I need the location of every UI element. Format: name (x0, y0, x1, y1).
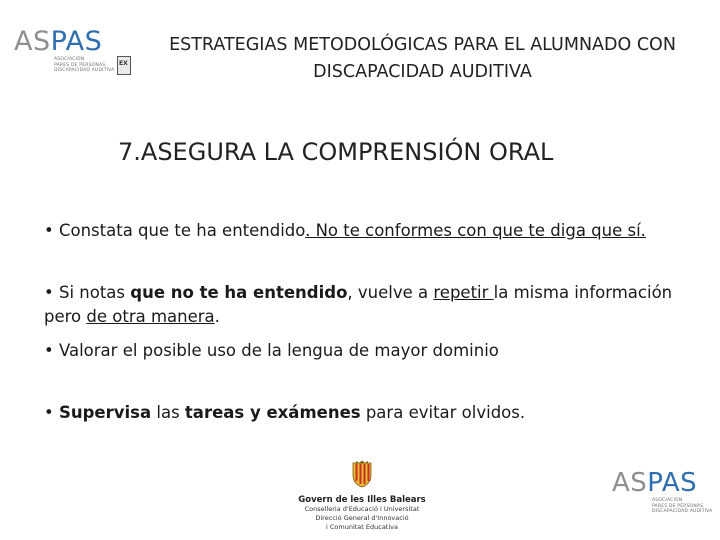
coat-of-arms-icon (350, 460, 374, 488)
govern-department-line: i Comunitat Educativa (325, 523, 398, 531)
section-heading: 7.ASEGURA LA COMPRENSIÓN ORAL (118, 138, 554, 166)
govern-illes-balears-logo (296, 460, 428, 540)
aspas-logo-wordmark: ASPAS (14, 26, 103, 57)
bullet-item-confirm-understanding: • Constata que te ha entendido. No te conformes con que te diga que sí. (44, 221, 646, 240)
certification-badge-icon (117, 56, 131, 75)
bullet-item-supervise-tasks: • Supervisa las tareas y exámenes para evitar olvidos. (44, 403, 526, 422)
header-title-line-1: ESTRATEGIAS METODOLÓGICAS PARA EL ALUMNADO CON (169, 35, 676, 55)
aspas-subtitle-line: DISCAPACIDAD AUDITIVA (652, 509, 713, 514)
bullet-item-dominant-language: • Valorar el posible uso de la lengua de mayor dominio (44, 341, 499, 360)
aspas-subtitle-line: PARES DE PERSONAS (54, 62, 106, 68)
aspas-subtitle-line: ASOCIACIÓN (54, 57, 85, 62)
govern-department-line: Conselleria d'Educació i Universitat (304, 505, 420, 513)
page-header-title (135, 32, 710, 86)
aspas-logo-top (14, 28, 134, 84)
aspas-logo-wordmark: ASPAS (612, 468, 698, 498)
aspas-logo-bottom (612, 470, 712, 520)
header-title-line-2: DISCAPACIDAD AUDITIVA (313, 62, 532, 82)
aspas-subtitle-line: PARES DE PERSONAS (652, 503, 704, 509)
govern-department-line: Direcció General d'Innovació (315, 514, 409, 522)
aspas-subtitle-line: DISCAPACIDAD AUDITIVA (54, 68, 115, 73)
aspas-subtitle-line: ASOCIACIÓN (652, 498, 683, 503)
bullet-item-repeat-differently: • Si notas que no te ha entendido, vuelve a repetir la misma información pero de otra manera. (44, 283, 673, 326)
govern-name: Govern de les Illes Balears (298, 495, 426, 505)
